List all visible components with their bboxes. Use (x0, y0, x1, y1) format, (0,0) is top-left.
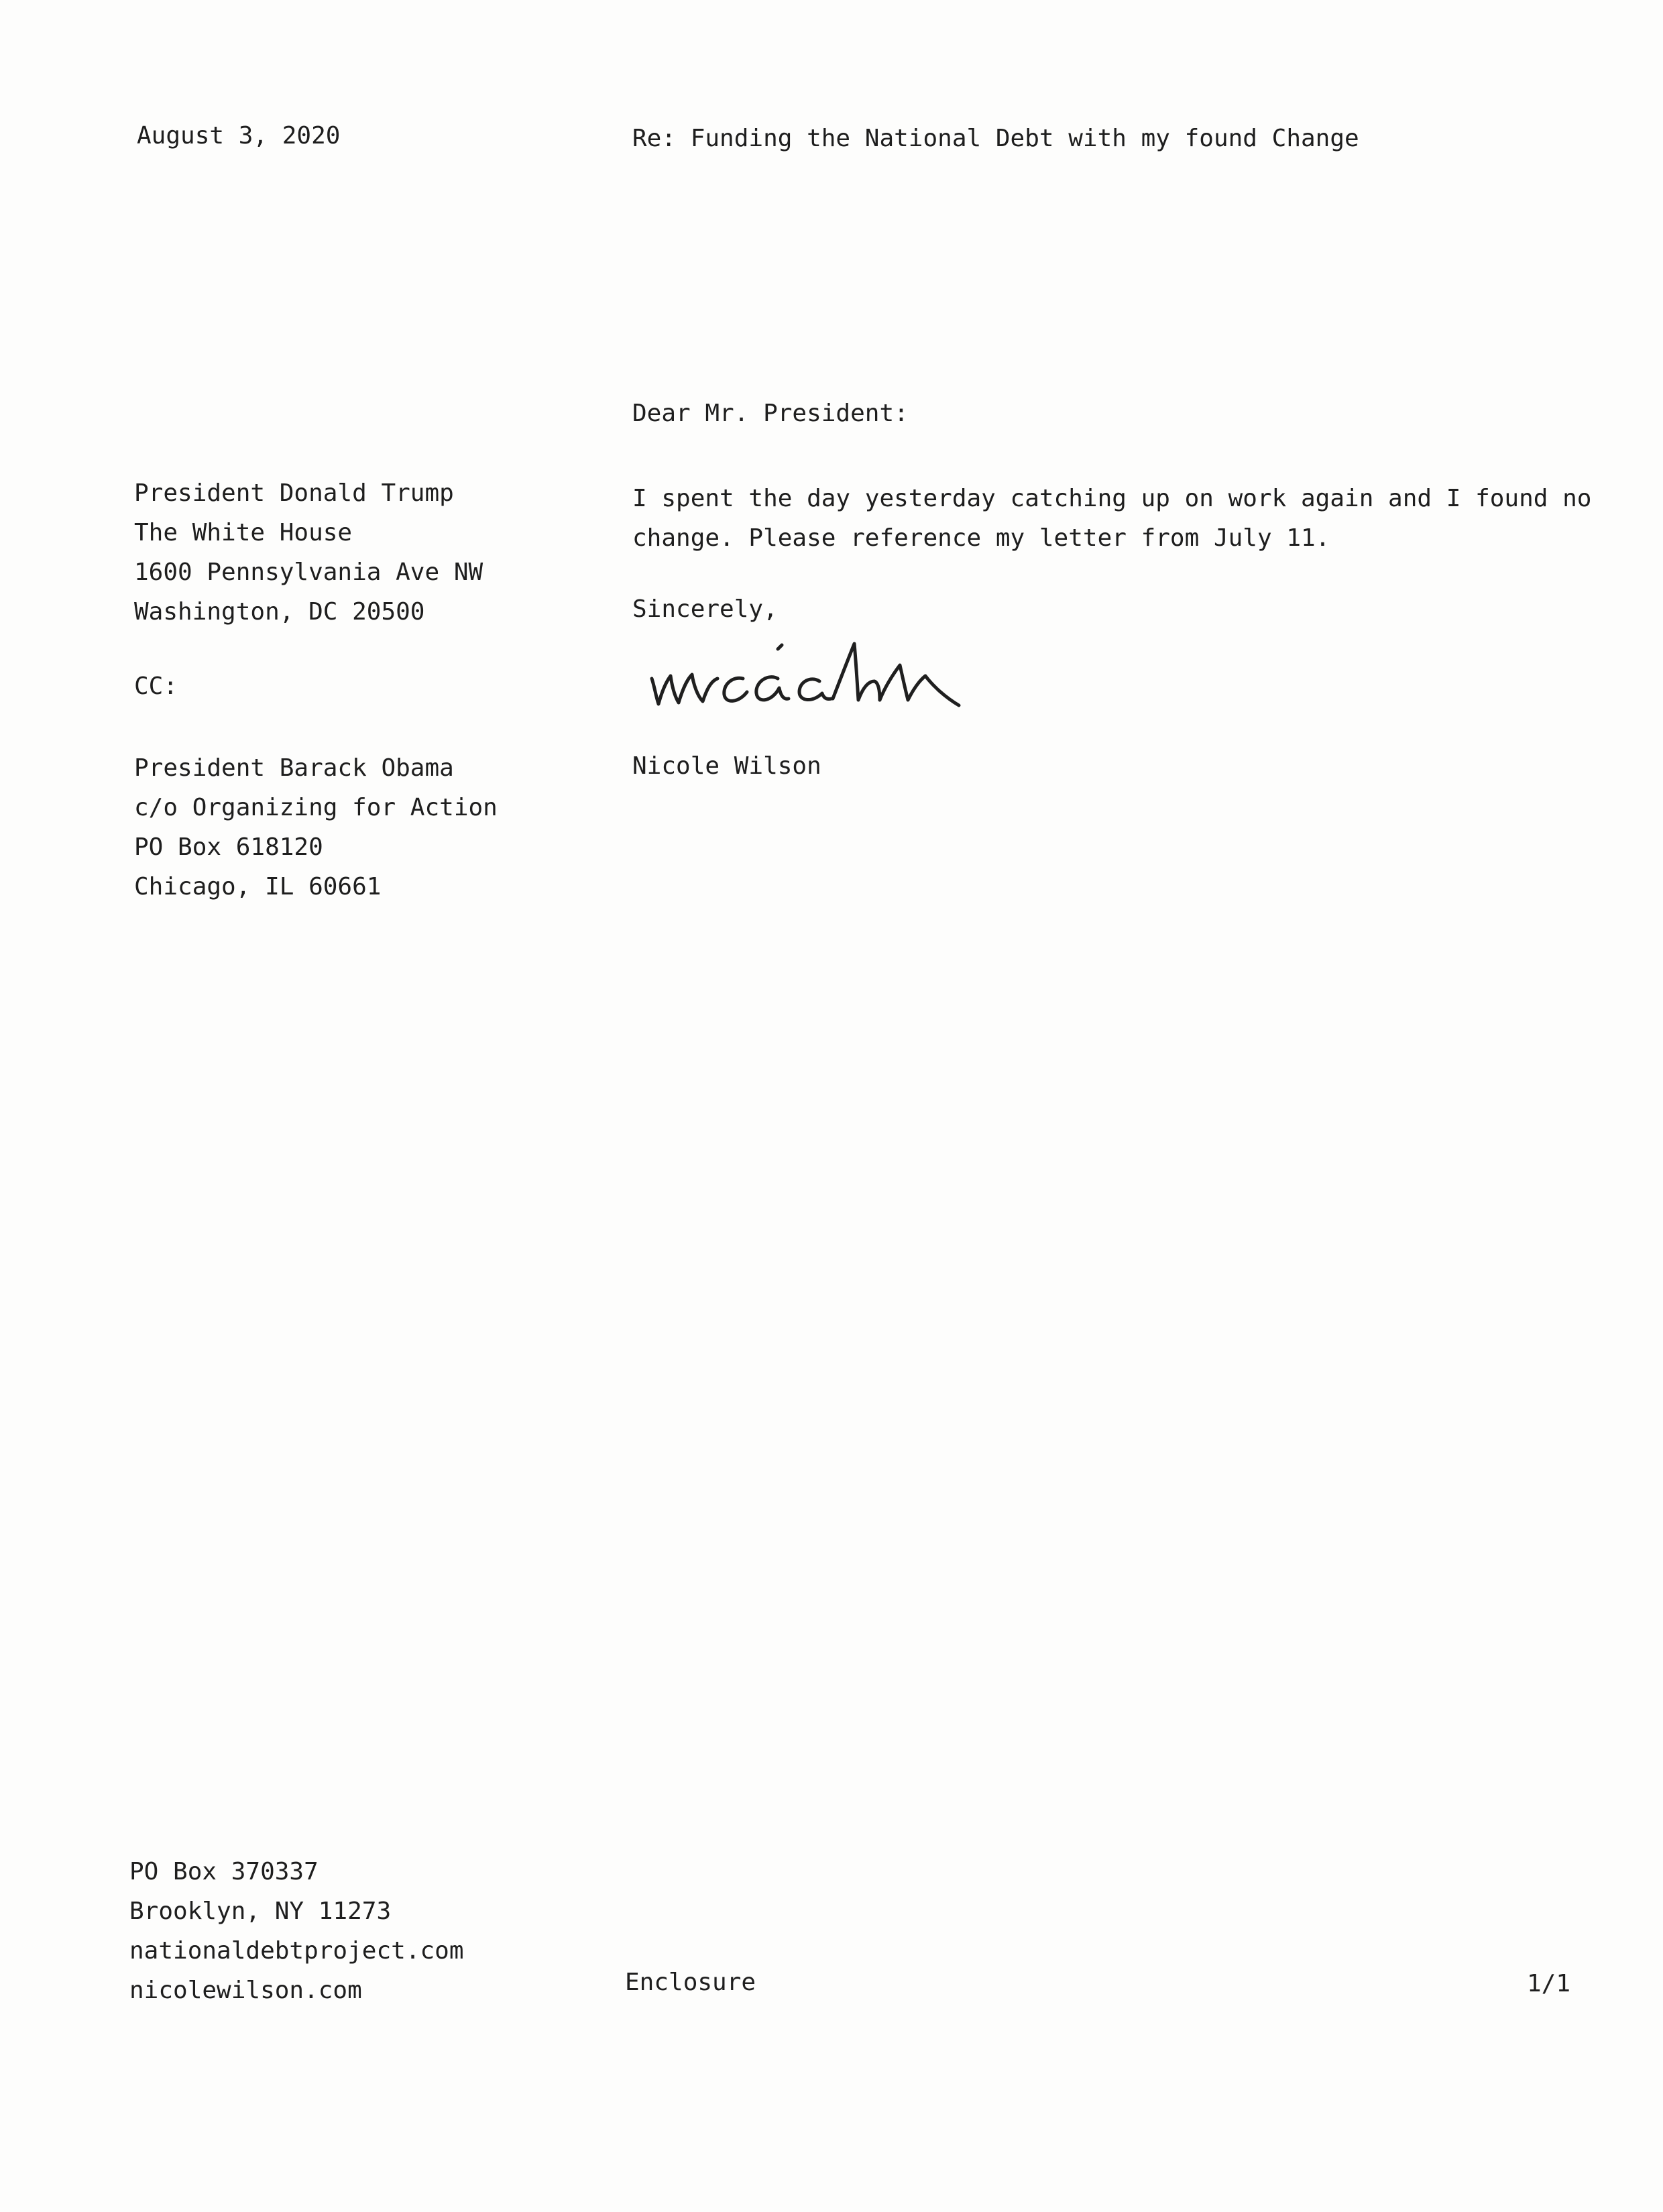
salutation: Dear Mr. President: (632, 400, 909, 427)
letter-body (632, 479, 1591, 558)
sender-address (129, 1852, 464, 2010)
sender-line: nicolewilson.com (129, 1977, 362, 2004)
body-line: I spent the day yesterday catching up on work again and I found no (632, 485, 1592, 512)
sender-line: nationaldebtproject.com (129, 1937, 464, 1965)
page-number: 1/1 (1527, 1970, 1571, 1997)
handwritten-signature-icon (644, 617, 979, 724)
signature-graphic (644, 617, 979, 724)
cc-recipient-address (134, 748, 498, 907)
sender-line: PO Box 370337 (129, 1858, 319, 1885)
letter-date: August 3, 2020 (137, 122, 341, 150)
cc-label: CC: (134, 673, 178, 700)
recipient-line: Washington, DC 20500 (134, 598, 425, 626)
closing: Sincerely, (632, 595, 778, 623)
recipient-line: The White House (134, 519, 353, 546)
recipient-line: 1600 Pennsylvania Ave NW (134, 559, 483, 586)
cc-line: PO Box 618120 (134, 833, 323, 861)
cc-line: Chicago, IL 60661 (134, 873, 382, 900)
cc-line: c/o Organizing for Action (134, 794, 498, 821)
sender-line: Brooklyn, NY 11273 (129, 1898, 392, 1925)
enclosure-note: Enclosure (625, 1969, 756, 1996)
recipient-line: President Donald Trump (134, 479, 454, 507)
letter-subject: Re: Funding the National Debt with my found Change (632, 125, 1359, 152)
signer-name: Nicole Wilson (632, 752, 821, 780)
cc-line: President Barack Obama (134, 754, 454, 782)
body-line: change. Please reference my letter from July 11. (632, 524, 1330, 552)
recipient-address (134, 473, 483, 632)
